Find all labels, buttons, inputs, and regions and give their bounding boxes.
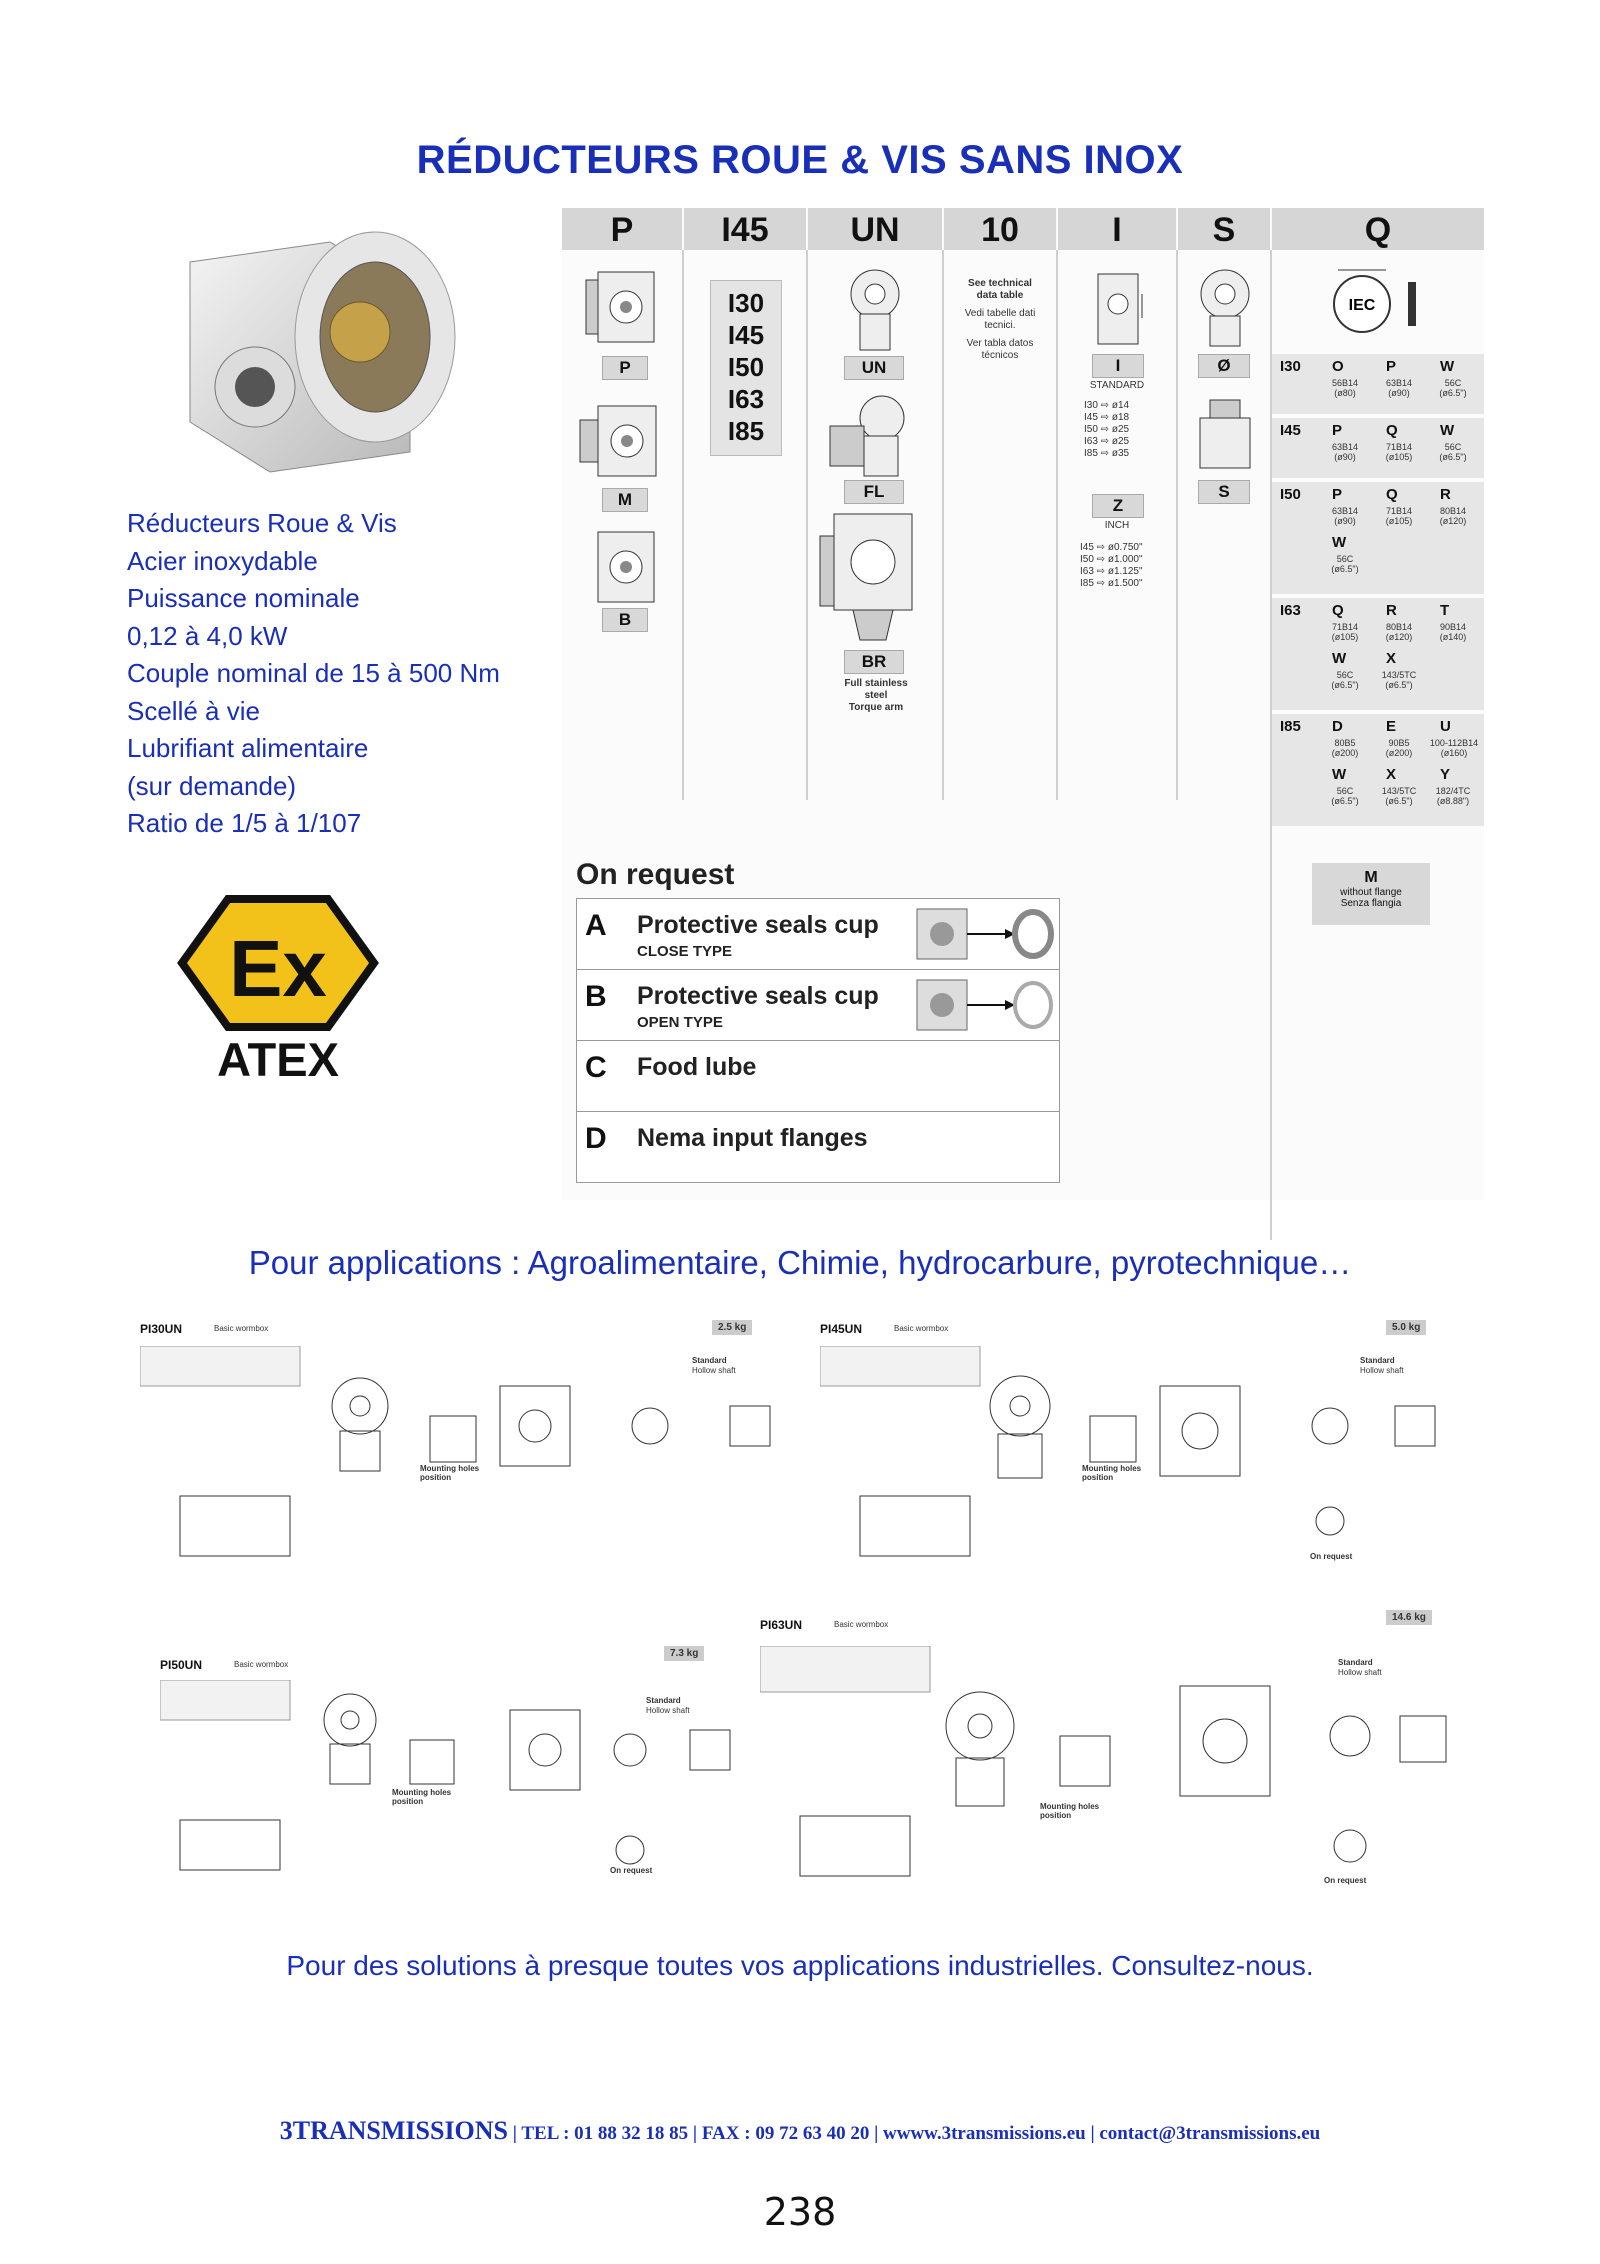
header-output: S [1178,208,1270,250]
input-standard-drawing [1068,270,1164,350]
size-item: I30 [727,288,765,318]
atex-label: ATEX [217,1033,339,1086]
iec-label: IEC [1348,297,1376,314]
size-list [710,280,782,456]
mounting-tag-p: P [602,356,648,380]
on-request-list [576,898,1060,1183]
drawing-pi63un-lines [760,1646,1460,1896]
header-mounting: P [562,208,682,250]
spec-item: Scellé à vie [127,695,260,726]
column-divider [1056,250,1058,800]
on-request-item-d: D Nema input flanges [576,1112,1060,1183]
on-request-item-b: B Protective seals cup OPEN TYPE [576,970,1060,1041]
flange-row-i50: I50 P Q R 63B14 (ø90) 71B14 (ø105) 80B14 (ø120) W 56C (ø6.5") [1272,482,1484,594]
on-request-item-a: A Protective seals cup CLOSE TYPE [576,898,1060,970]
output-tag-hollow: Ø [1198,354,1250,378]
output-shaft-drawing [1186,398,1264,484]
header-ratio: 10 [944,208,1056,250]
footer-contact: | TEL : 01 88 32 18 85 | FAX : 09 72 63 40 20 | wwww.3transmissions.eu | contact@3transmissions.eu [508,2123,1321,2144]
spec-item: Couple nominal de 15 à 500 Nm [127,658,500,688]
input-standard-rows: I30 ⇨ ø14 I45 ⇨ ø18 I50 ⇨ ø25 I63 ⇨ ø25 I85 ⇨ ø35 [1084,400,1130,459]
drawing-pi45un-lines [820,1346,1460,1576]
mounting-tag-b: B [602,608,648,632]
seal-close-icon [915,905,1055,963]
column-divider [682,250,684,800]
drawing-pi50un: PI50UN Basic wormbox 7.3 kg Standard Hollow shaft Mounting holes position On request [160,1640,780,1890]
flange-row-i85: I85 D E U 80B5 (ø200) 90B5 (ø200) 100-112B14 (ø160) W X Y 56C (ø6.5") 143/5TC (ø6.5") 182/4TC (ø8.88") [1272,714,1484,826]
mounting-tag-m: M [602,488,648,512]
flange-row-i45: I45 P Q W 63B14 (ø90) 71B14 (ø105) 56C (ø6.5") [1272,418,1484,478]
flange-m-box: M without flange Senza flangia [1312,863,1430,925]
input-tag-z: Z [1092,494,1144,518]
shaft-tag-br: BR [844,650,904,674]
drawing-pi45un: PI45UN Basic wormbox 5.0 kg Standard Hollow shaft Mounting holes position On request [820,1316,1460,1576]
input-standard-text: STANDARD [1089,380,1145,391]
gearbox-photo [160,222,480,482]
mounting-p-drawing [584,266,660,352]
page-number: 238 [763,2190,837,2234]
ratio-note: See technical data table Vedi tabelle dati tecnici. Ver tabla datos técnicos [964,278,1036,361]
spec-item: Lubrifiant alimentaire [127,733,369,763]
drawing-pi63un: PI63UN Basic wormbox 14.6 kg Standard Hollow shaft Mounting holes position On request [760,1606,1460,1896]
iec-flange-drawing [1304,260,1454,344]
size-item: I45 [727,320,765,350]
spec-item: Réducteurs Roue & Vis [127,508,397,538]
flange-row-i30: I30 O P W 56B14 (ø80) 63B14 (ø90) 56C (ø6.5") [1272,354,1484,414]
column-divider [806,250,808,800]
input-inch-text: INCH [1104,520,1130,531]
contact-us-text: Pour des solutions à presque toutes vos applications industrielles. Consultez-nous. [286,1950,1314,1981]
spec-item: 0,12 à 4,0 kW [127,620,288,651]
header-input: I [1058,208,1176,250]
applications-text: Pour applications : Agroalimentaire, Chimie, hydrocarbure, pyrotechnique… [248,1244,1352,1281]
shaft-un-drawing [830,264,920,354]
on-request-title: On request [576,858,735,891]
input-inch-rows: I45 ⇨ ø0.750" I50 ⇨ ø1.000" I63 ⇨ ø1.125" I85 ⇨ ø1.500" [1080,542,1143,589]
header-flange: Q [1272,208,1484,250]
on-request-item-c: C Food lube [576,1041,1060,1112]
page-title: RÉDUCTEURS ROUE & VIS SANS INOX [416,138,1184,182]
shaft-fl-drawing [824,390,928,486]
output-tag-solid: S [1198,480,1250,504]
drawing-pi30un: PI30UN Basic wormbox 2.5 kg Standard Hollow shaft Mounting holes position [140,1316,804,1576]
shaft-br-drawing [818,510,928,644]
spec-list [127,505,500,843]
footer [0,2116,1600,2146]
spec-item: (sur demande) [127,770,297,801]
flange-row-i63: I63 Q R T 71B14 (ø105) 80B14 (ø120) 90B14 (ø140) W X 56C (ø6.5") 143/5TC (ø6.5") [1272,598,1484,710]
atex-symbol: Ex [229,924,327,1013]
size-item: I63 [727,384,765,414]
spec-item: Puissance nominale [127,583,360,613]
drawing-pi30un-lines [140,1346,804,1576]
mounting-b-drawing [584,526,660,612]
shaft-tag-fl: FL [844,480,904,504]
mounting-m-drawing [576,396,666,486]
output-hollow-drawing [1186,264,1264,350]
input-tag-i: I [1092,354,1144,378]
column-divider [942,250,944,800]
seal-open-icon [915,976,1055,1034]
header-shaft: UN [808,208,942,250]
footer-brand: 3TRANSMISSIONS [279,2116,509,2145]
spec-item: Ratio de 1/5 à 1/107 [127,808,362,838]
column-divider [1176,250,1178,800]
spec-item: Acier inoxydable [127,545,318,576]
header-size: I45 [684,208,806,250]
size-item: I50 [727,352,765,382]
shaft-tag-un: UN [844,356,904,380]
size-item: I85 [727,416,765,446]
shaft-br-note: Full stainless steel Torque arm [844,678,908,713]
